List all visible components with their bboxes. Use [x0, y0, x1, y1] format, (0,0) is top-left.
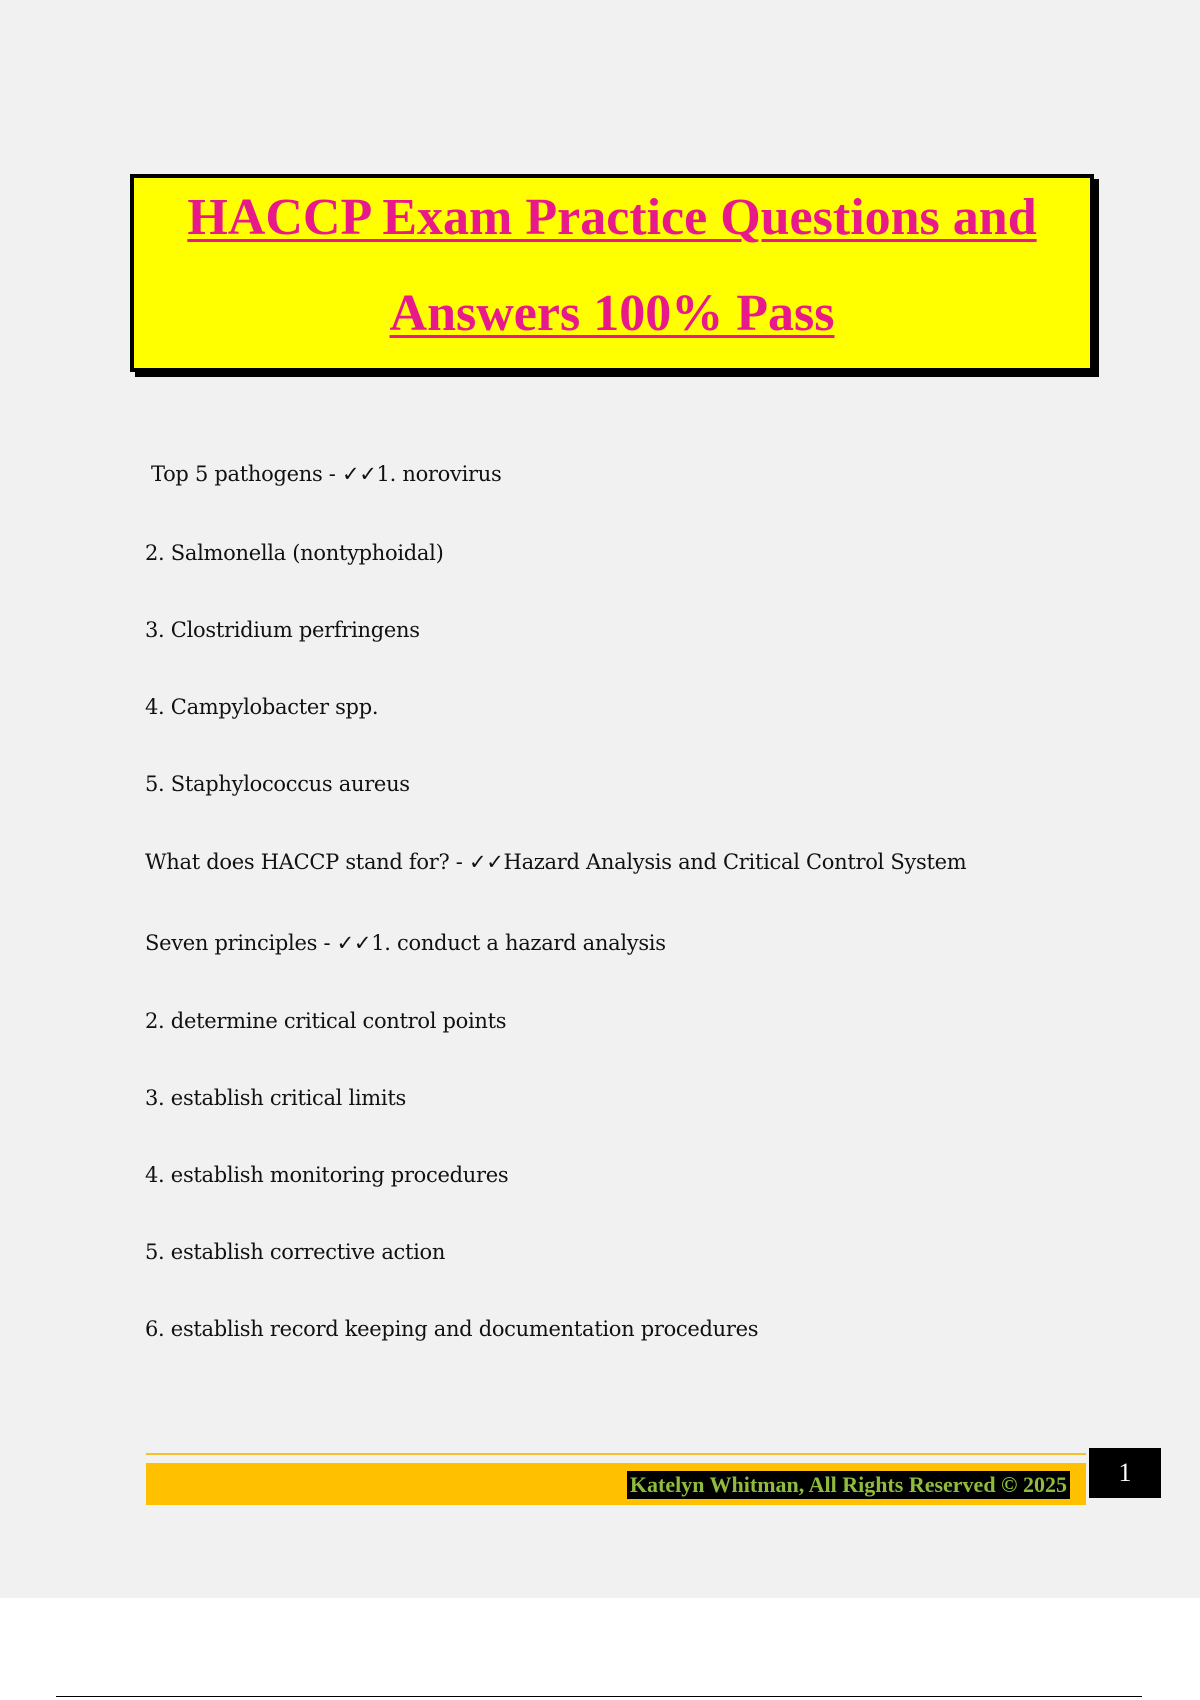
content-line-principle-2: 2. determine critical control points — [145, 1009, 507, 1033]
footer-rule — [146, 1453, 1086, 1455]
content-line-seven-principles: Seven principles - ✓✓1. conduct a hazard analysis — [145, 931, 666, 955]
bottom-rule — [56, 1696, 1142, 1697]
content-line-principle-6: 6. establish record keeping and documentation procedures — [145, 1317, 759, 1341]
content-line-principle-3: 3. establish critical limits — [145, 1086, 406, 1110]
title-line-1: HACCP Exam Practice Questions and — [187, 189, 1037, 246]
title-line-2: Answers 100% Pass — [389, 285, 835, 342]
content-line-principle-5: 5. establish corrective action — [145, 1240, 446, 1264]
content-line-haccp-definition: What does HACCP stand for? - ✓✓Hazard Analysis and Critical Control System — [145, 850, 967, 874]
content-line-campylobacter: 4. Campylobacter spp. — [145, 695, 379, 719]
content-line-clostridium: 3. Clostridium perfringens — [145, 618, 420, 642]
content-line-principle-4: 4. establish monitoring procedures — [145, 1163, 509, 1187]
content-line-salmonella: 2. Salmonella (nontyphoidal) — [145, 541, 444, 565]
title-banner — [130, 174, 1094, 372]
footer-copyright: Katelyn Whitman, All Rights Reserved © 2025 — [627, 1471, 1070, 1499]
content-line-staphylococcus: 5. Staphylococcus aureus — [145, 772, 410, 796]
footer-bar — [146, 1463, 1086, 1505]
content-line-top-pathogens: Top 5 pathogens - ✓✓1. norovirus — [151, 462, 502, 486]
page-number: 1 — [1089, 1448, 1161, 1498]
